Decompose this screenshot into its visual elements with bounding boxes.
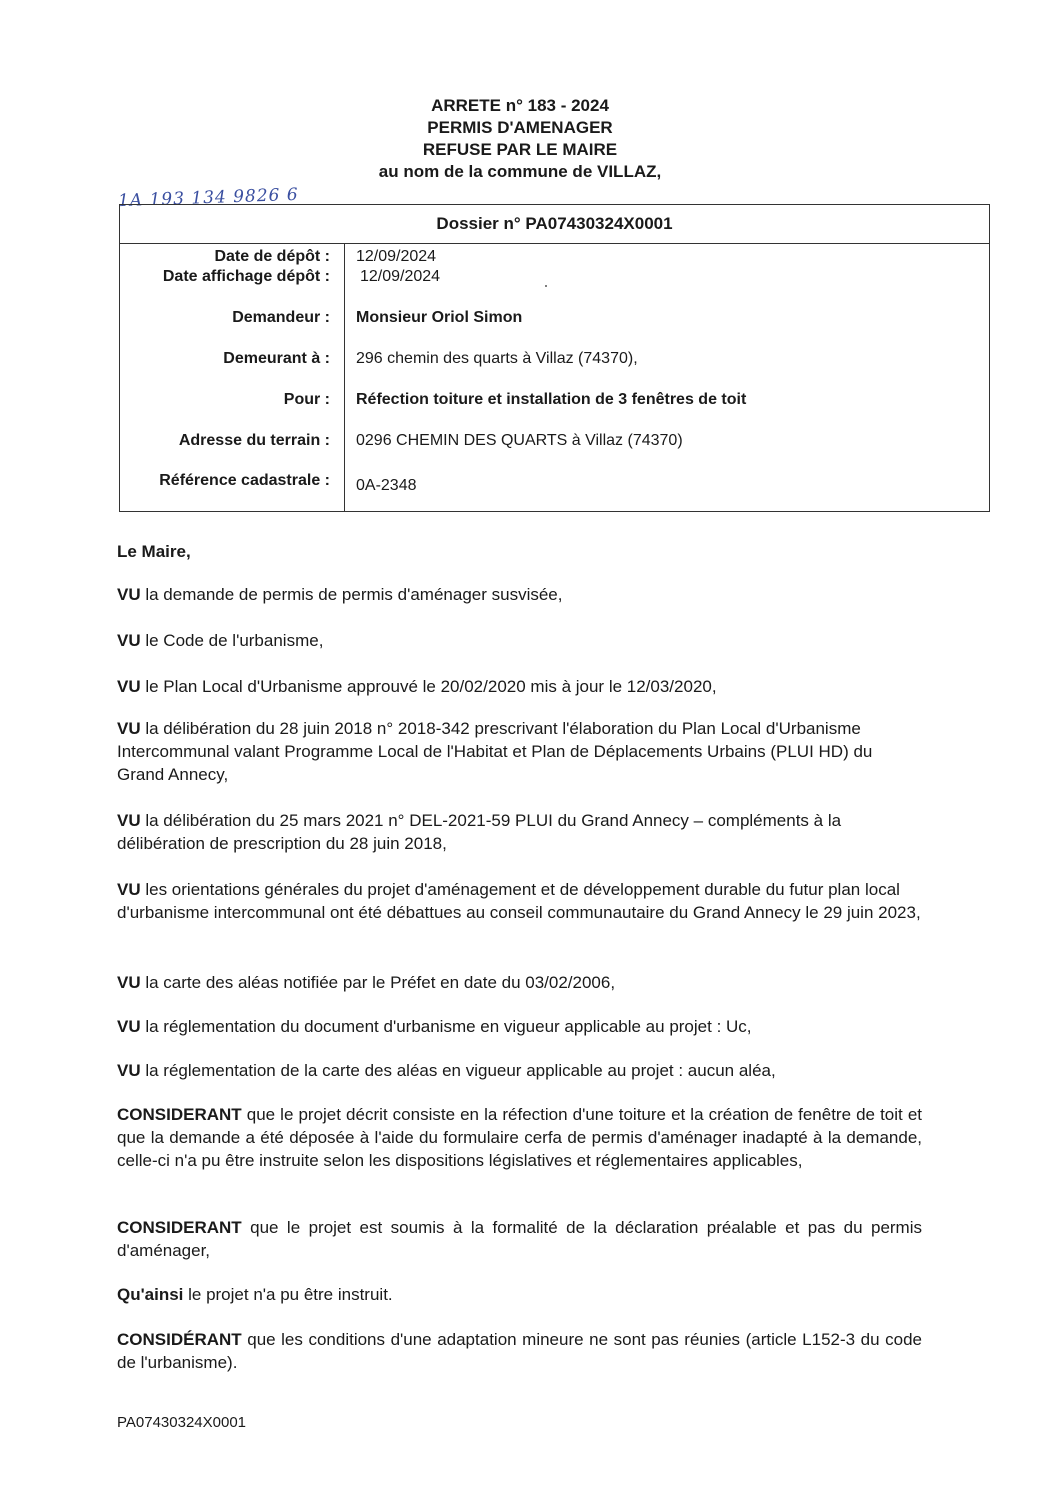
scan-mark [545,285,547,287]
value-reference-cadastrale: 0A-2348 [356,477,417,494]
paragraph-text: le Plan Local d'Urbanisme approuvé le 20/02/2020 mis à jour le 12/03/2020, [140,677,717,696]
paragraph-vu-code [117,629,922,652]
table-column-divider [344,243,345,511]
paragraph-lead: VU [117,631,141,650]
decree-title [340,95,700,183]
label-adresse-terrain: Adresse du terrain : [178,432,330,449]
paragraph-considerant-adaptation [117,1328,922,1374]
paragraph-vu-demande [117,583,922,606]
paragraph-vu-deliberation-2018 [117,717,922,786]
value-date-affichage: 12/09/2024 [360,268,441,285]
paragraph-vu-carte-aleas [117,971,922,994]
paragraph-text: que le projet décrit consiste en la réfection d'une toiture et la création de fenêtre de toit et que la demande a été déposée à l'aide du formulaire cerfa de permis d'aménager inadapté à la demande, celle-ci n'a pu être instruite selon les dispositions législatives et réglementaires applicables, [117,1105,922,1170]
label-demeurant: Demeurant à : [223,350,330,367]
decree-commune: au nom de la commune de VILLAZ, [378,162,662,181]
paragraph-text: la réglementation de la carte des aléas en vigueur applicable au projet : aucun aléa, [140,1061,776,1080]
paragraph-lead: CONSIDÉRANT [117,1330,242,1349]
paragraph-considerant-formulaire [117,1103,922,1172]
paragraph-text: que le projet est soumis à la formalité de la déclaration préalable et pas du permis d'aménager, [117,1218,922,1260]
label-date-depot: Date de dépôt : [214,248,330,265]
value-adresse-terrain: 0296 CHEMIN DES QUARTS à Villaz (74370) [356,432,683,449]
paragraph-text: le Code de l'urbanisme, [140,631,324,650]
paragraph-text: la demande de permis de permis d'aménager susvisée, [140,585,563,604]
paragraph-lead: VU [117,677,141,696]
paragraph-text: la délibération du 28 juin 2018 n° 2018-342 prescrivant l'élaboration du Plan Local d'Urbanisme Intercommunal valant Programme Local de l'Habitat et Plan de Déplacements Urbains (PLUI HD) du Grand Annecy, [117,719,873,784]
paragraph-lead: VU [117,1061,141,1080]
paragraph-lead: VU [117,880,141,899]
decree-decision: REFUSE PAR LE MAIRE [422,140,618,159]
paragraph-vu-reglementation-urbanisme [117,1015,922,1038]
paragraph-lead: VU [117,1017,141,1036]
label-pour: Pour : [283,391,330,408]
decree-number: ARRETE n° 183 - 2024 [431,96,609,115]
label-date-affichage: Date affichage dépôt : [162,268,330,285]
paragraph-text: les orientations générales du projet d'aménagement et de développement durable du futur plan local d'urbanisme intercommunal ont été débattues au conseil communautaire du Grand Annecy le 29 juin 2023, [117,880,921,922]
label-demandeur: Demandeur : [232,309,330,326]
paragraph-text: la délibération du 25 mars 2021 n° DEL-2021-59 PLUI du Grand Annecy – compléments à la délibération de prescription du 28 juin 2018, [117,811,842,853]
paragraph-lead: VU [117,973,141,992]
paragraph-lead: CONSIDERANT [117,1105,242,1124]
dossier-table [119,204,990,512]
paragraph-vu-deliberation-2021 [117,809,922,855]
paragraph-lead: VU [117,719,141,738]
paragraph-text: la réglementation du document d'urbanisme en vigueur applicable au projet : Uc, [140,1017,752,1036]
footer-dossier-reference: PA07430324X0001 [117,1414,247,1431]
handwritten-tracking-number: 1A 193 134 9826 6 [117,184,299,212]
paragraph-quainsi [117,1283,922,1306]
value-demeurant: 296 chemin des quarts à Villaz (74370), [356,350,638,367]
paragraph-lead: Qu'ainsi [117,1285,184,1304]
paragraph-lead: CONSIDERANT [117,1218,242,1237]
paragraph-considerant-declaration [117,1216,922,1262]
value-demandeur: Monsieur Oriol Simon [356,309,523,326]
dossier-number: Dossier n° PA07430324X0001 [120,205,989,244]
paragraph-vu-reglementation-aleas [117,1059,922,1082]
paragraph-vu-orientations [117,878,922,924]
decree-type: PERMIS D'AMENAGER [427,118,613,137]
paragraph-lead: VU [117,585,141,604]
paragraph-lead: VU [117,811,141,830]
value-pour: Réfection toiture et installation de 3 fenêtres de toit [356,391,747,408]
maire-heading: Le Maire, [117,542,191,561]
value-date-depot: 12/09/2024 [356,248,437,265]
label-reference-cadastrale: Référence cadastrale : [159,472,330,489]
paragraph-text: la carte des aléas notifiée par le Préfet en date du 03/02/2006, [140,973,616,992]
paragraph-text: le projet n'a pu être instruit. [183,1285,393,1304]
paragraph-vu-plu [117,675,922,698]
paragraph-text: que les conditions d'une adaptation mineure ne sont pas réunies (article L152-3 du code de l'urbanisme). [117,1330,922,1372]
